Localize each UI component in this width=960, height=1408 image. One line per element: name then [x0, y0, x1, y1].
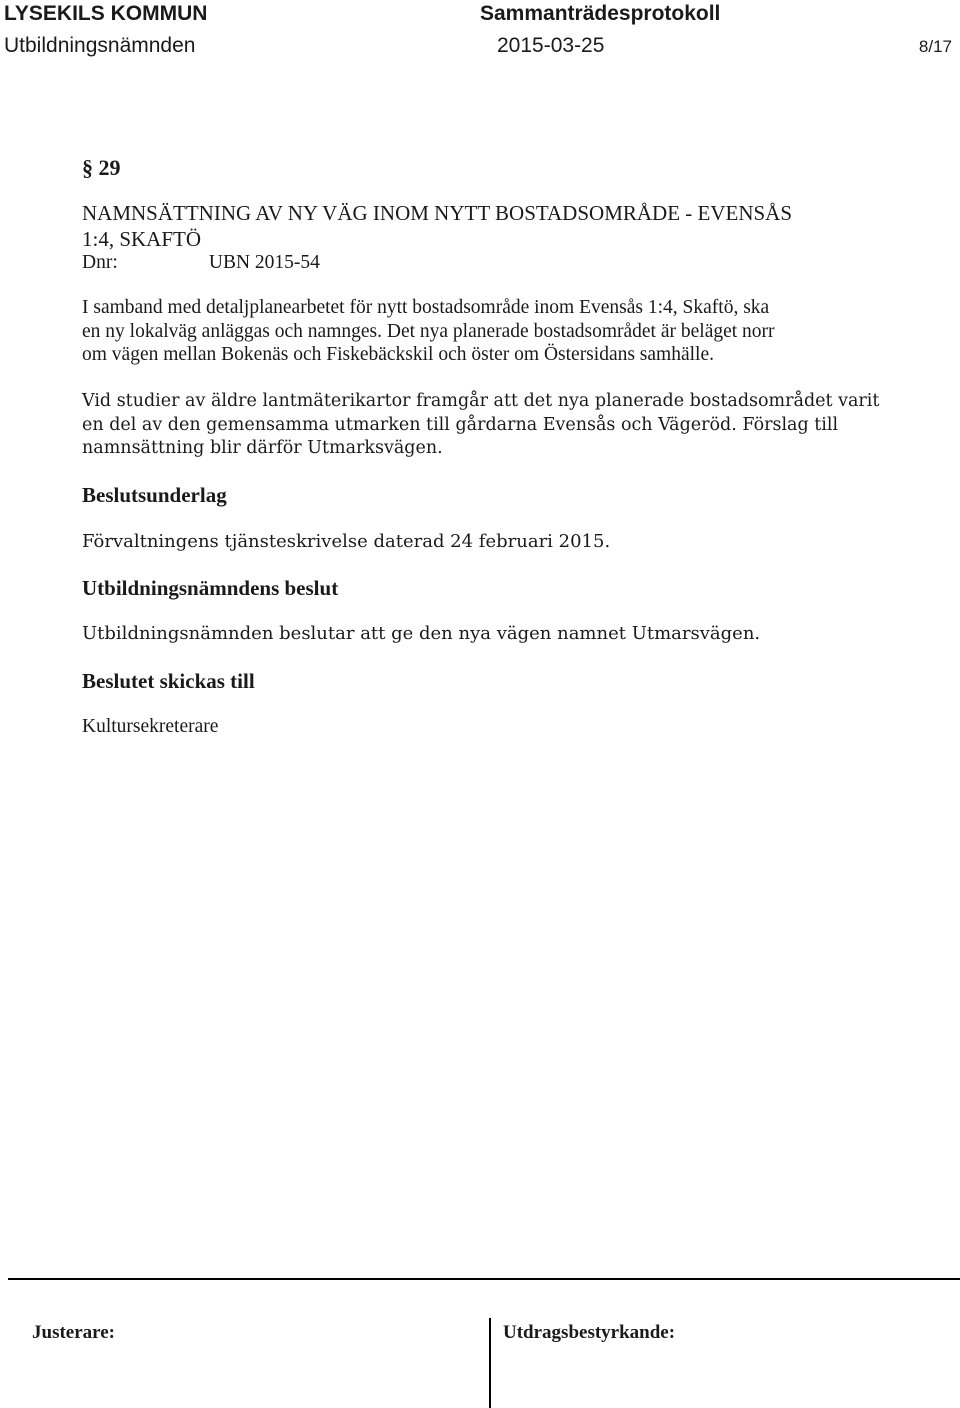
text-line: namnsättning blir därför Utmarksvägen. — [82, 438, 443, 458]
decision-text: Utbildningsnämnden beslutar att ge den nya vägen namnet Utmarsvägen. — [82, 623, 761, 644]
item-title-line: 1:4, SKAFTÖ — [82, 227, 202, 251]
sent-to-text: Kultursekreterare — [82, 716, 219, 737]
dnr-label: Dnr: — [82, 252, 118, 273]
document-type: Sammanträdesprotokoll — [480, 2, 721, 25]
meeting-date: 2015-03-25 — [497, 34, 605, 57]
dnr-value: UBN 2015-54 — [208, 252, 320, 273]
certifier-label: Utdragsbestyrkande: — [503, 1322, 676, 1343]
municipality-name: LYSEKILS KOMMUN — [4, 2, 208, 25]
footer-column-divider — [489, 1318, 491, 1408]
text-line: en del av den gemensamma utmarken till gårdarna Evensås och Vägeröd. Förslag till — [82, 414, 839, 435]
text-line: en ny lokalväg anläggas och namnges. Det nya planerade bostadsområdet är beläget norr — [82, 320, 775, 342]
basis-text: Förvaltningens tjänsteskrivelse daterad 24 februari 2015. — [82, 531, 611, 552]
committee-name: Utbildningsnämnden — [4, 34, 196, 57]
footer-divider — [8, 1278, 960, 1280]
item-title-line: NAMNSÄTTNING AV NY VÄG INOM NYTT BOSTADSOMRÅDE - EVENSÅS — [82, 201, 793, 225]
adjuster-label: Justerare: — [32, 1322, 116, 1343]
paragraph-background — [82, 296, 775, 367]
item-number-value: 29 — [98, 155, 121, 180]
decision-heading: Utbildningsnämndens beslut — [82, 576, 339, 600]
paragraph-proposal — [82, 390, 879, 461]
dnr-row — [82, 251, 320, 275]
text-line: Vid studier av äldre lantmäterikartor framgår att det nya planerade bostadsområdet varit — [82, 391, 880, 411]
section-sign: § — [82, 155, 93, 180]
basis-heading: Beslutsunderlag — [82, 483, 227, 507]
item-title — [82, 200, 792, 252]
text-line: om vägen mellan Bokenäs och Fiskebäckskil och öster om Östersidans samhälle. — [82, 344, 714, 365]
item-number — [82, 154, 121, 182]
text-line: I samband med detaljplanearbetet för nytt bostadsområde inom Evensås 1:4, Skaftö, ska — [82, 297, 770, 318]
sent-to-heading: Beslutet skickas till — [82, 669, 255, 693]
page-number: 8/17 — [918, 37, 952, 56]
